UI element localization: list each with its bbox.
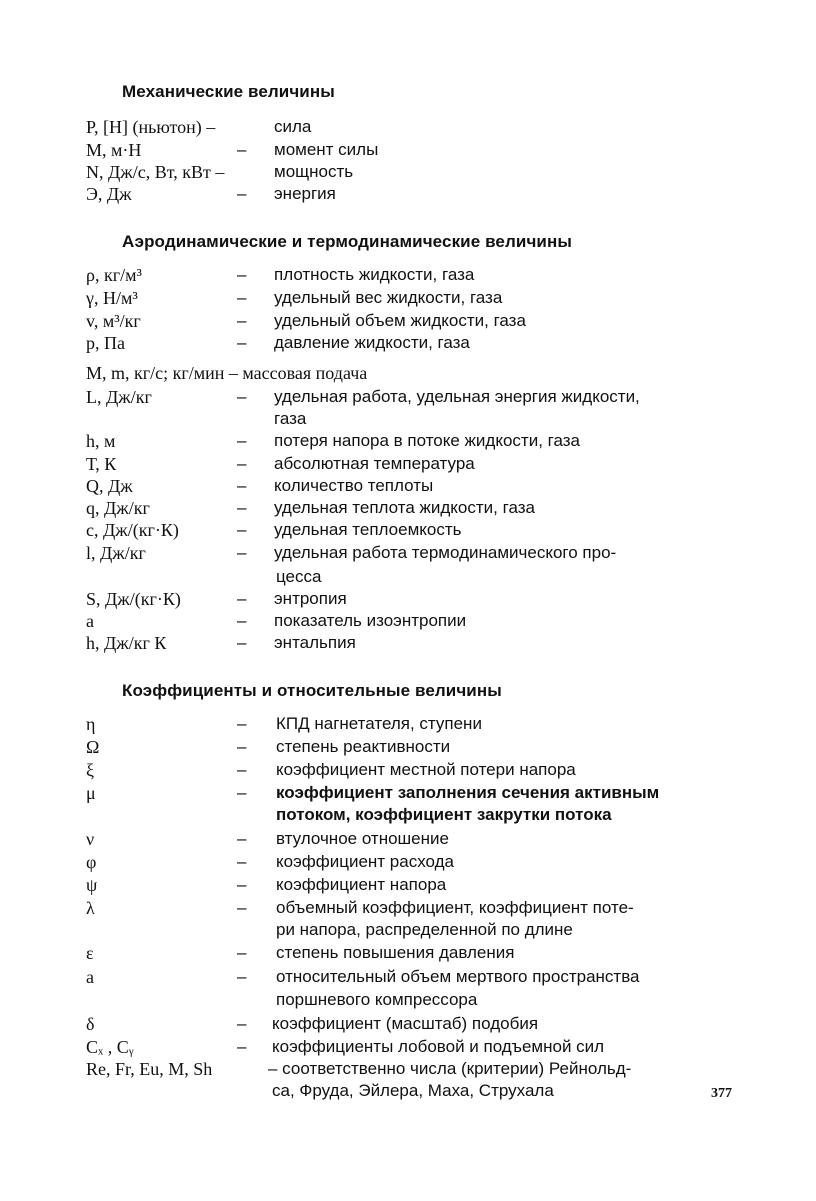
description: давление жидкости, газа xyxy=(274,333,470,352)
section-title-mechanical: Механические величины xyxy=(122,82,335,101)
dash: – xyxy=(237,1014,247,1033)
description-continuation: цесса xyxy=(276,567,322,586)
symbol: М, m, кг/с; кг/мин – массовая подача xyxy=(86,363,368,383)
section-title-coefficients: Коэффициенты и относительные величины xyxy=(122,681,502,700)
dash: – xyxy=(237,943,247,962)
description: втулочное отношение xyxy=(276,829,449,848)
description: относительный объем мертвого пространства xyxy=(276,967,640,986)
symbol: v, м³/кг xyxy=(86,311,141,331)
dash: – xyxy=(237,829,247,848)
dash: – xyxy=(237,967,247,986)
symbol: ε xyxy=(86,943,94,963)
dash: – xyxy=(237,1037,247,1056)
symbol: η xyxy=(86,714,96,734)
symbol: L, Дж/кг xyxy=(86,387,152,407)
description: удельный объем жидкости, газа xyxy=(274,311,526,330)
dash: – xyxy=(237,140,247,159)
description-continuation: поршневого компрессора xyxy=(276,990,478,1009)
description: плотность жидкости, газа xyxy=(274,265,475,284)
symbol: Q, Дж xyxy=(86,476,133,496)
symbol: N, Дж/с, Вт, кВт – xyxy=(86,162,225,182)
dash: – xyxy=(237,520,247,539)
symbol: Э, Дж xyxy=(86,184,132,204)
symbol: h, м xyxy=(86,431,116,451)
symbol: δ xyxy=(86,1014,95,1034)
description: удельный вес жидкости, газа xyxy=(274,288,503,307)
description: коэффициент (масштаб) подобия xyxy=(272,1014,539,1033)
description: удельная теплота жидкости, газа xyxy=(274,498,535,517)
dash: – xyxy=(237,852,247,871)
symbol: P, [Н] (ньютон) – xyxy=(86,117,216,137)
dash: – xyxy=(237,454,247,473)
dash: – xyxy=(237,611,247,630)
description-continuation: ри напора, распределенной по длине xyxy=(276,920,573,939)
description: удельная работа, удельная энергия жидкости, xyxy=(274,387,640,406)
description: абсолютная температура xyxy=(274,454,475,473)
symbol: Cₓ , Cᵧ xyxy=(86,1037,134,1057)
symbol: с, Дж/(кг·К) xyxy=(86,520,179,540)
description: энтальпия xyxy=(274,633,356,652)
symbol: М, м·Н xyxy=(86,140,142,160)
description: степень реактивности xyxy=(276,737,451,756)
symbol: Т, К xyxy=(86,454,117,474)
symbol: a xyxy=(86,967,94,987)
description-continuation: газа xyxy=(274,409,307,428)
dash: – xyxy=(237,184,247,203)
symbol: ν xyxy=(86,829,95,849)
description: удельная работа термодинамического про- xyxy=(274,543,617,562)
symbol: S, Дж/(кг·К) xyxy=(86,589,181,609)
dash: – xyxy=(237,633,247,652)
dash: – xyxy=(237,714,247,733)
symbol: Ω xyxy=(86,737,100,757)
page-number: 377 xyxy=(711,1086,732,1101)
description: – соответственно числа (критерии) Рейнольд- xyxy=(268,1059,632,1078)
description-continuation: потоком, коэффициент закрутки потока xyxy=(276,805,612,824)
dash: – xyxy=(237,543,247,562)
description: момент силы xyxy=(274,140,379,159)
description: показатель изоэнтропии xyxy=(274,611,467,630)
description: коэффициент расхода xyxy=(276,852,454,871)
symbol: l, Дж/кг xyxy=(86,543,146,563)
symbol: a xyxy=(86,611,94,631)
dash: – xyxy=(237,737,247,756)
symbol: ψ xyxy=(86,875,98,895)
description-continuation: са, Фруда, Эйлера, Маха, Струхала xyxy=(272,1081,554,1100)
dash: – xyxy=(237,387,247,406)
section-title-aero: Аэродинамические и термодинамические величины xyxy=(122,232,572,251)
symbol: γ, Н/м³ xyxy=(86,288,138,308)
symbol: μ xyxy=(86,783,96,803)
description: коэффициент местной потери напора xyxy=(276,760,576,779)
symbol: λ xyxy=(86,898,95,918)
description: коэффициенты лобовой и подъемной сил xyxy=(272,1037,605,1056)
description: энергия xyxy=(274,184,336,203)
dash: – xyxy=(237,589,247,608)
dash: – xyxy=(237,898,247,917)
description: энтропия xyxy=(274,589,347,608)
description: коэффициент заполнения сечения активным xyxy=(276,783,660,802)
description: мощность xyxy=(274,162,354,181)
dash: – xyxy=(237,783,247,802)
dash: – xyxy=(237,498,247,517)
dash: – xyxy=(237,760,247,779)
dash: – xyxy=(237,265,247,284)
symbol: h, Дж/кг К xyxy=(86,633,167,653)
dash: – xyxy=(237,476,247,495)
description: объемный коэффициент, коэффициент поте- xyxy=(276,898,634,917)
description: количество теплоты xyxy=(274,476,434,495)
description: удельная теплоемкость xyxy=(274,520,462,539)
dash: – xyxy=(237,288,247,307)
symbol: Re, Fr, Eu, M, Sh xyxy=(86,1059,213,1079)
description: КПД нагнетателя, ступени xyxy=(276,714,482,733)
dash: – xyxy=(237,311,247,330)
symbol: φ xyxy=(86,852,97,872)
description: степень повышения давления xyxy=(276,943,515,962)
symbol: p, Па xyxy=(86,333,125,353)
symbol: ξ xyxy=(86,760,95,780)
description: потеря напора в потоке жидкости, газа xyxy=(274,431,580,450)
dash: – xyxy=(237,875,247,894)
dash: – xyxy=(237,333,247,352)
dash: – xyxy=(237,431,247,450)
description: коэффициент напора xyxy=(276,875,447,894)
symbol: ρ, кг/м³ xyxy=(86,265,142,285)
description: сила xyxy=(274,117,312,136)
symbol: q, Дж/кг xyxy=(86,498,150,518)
